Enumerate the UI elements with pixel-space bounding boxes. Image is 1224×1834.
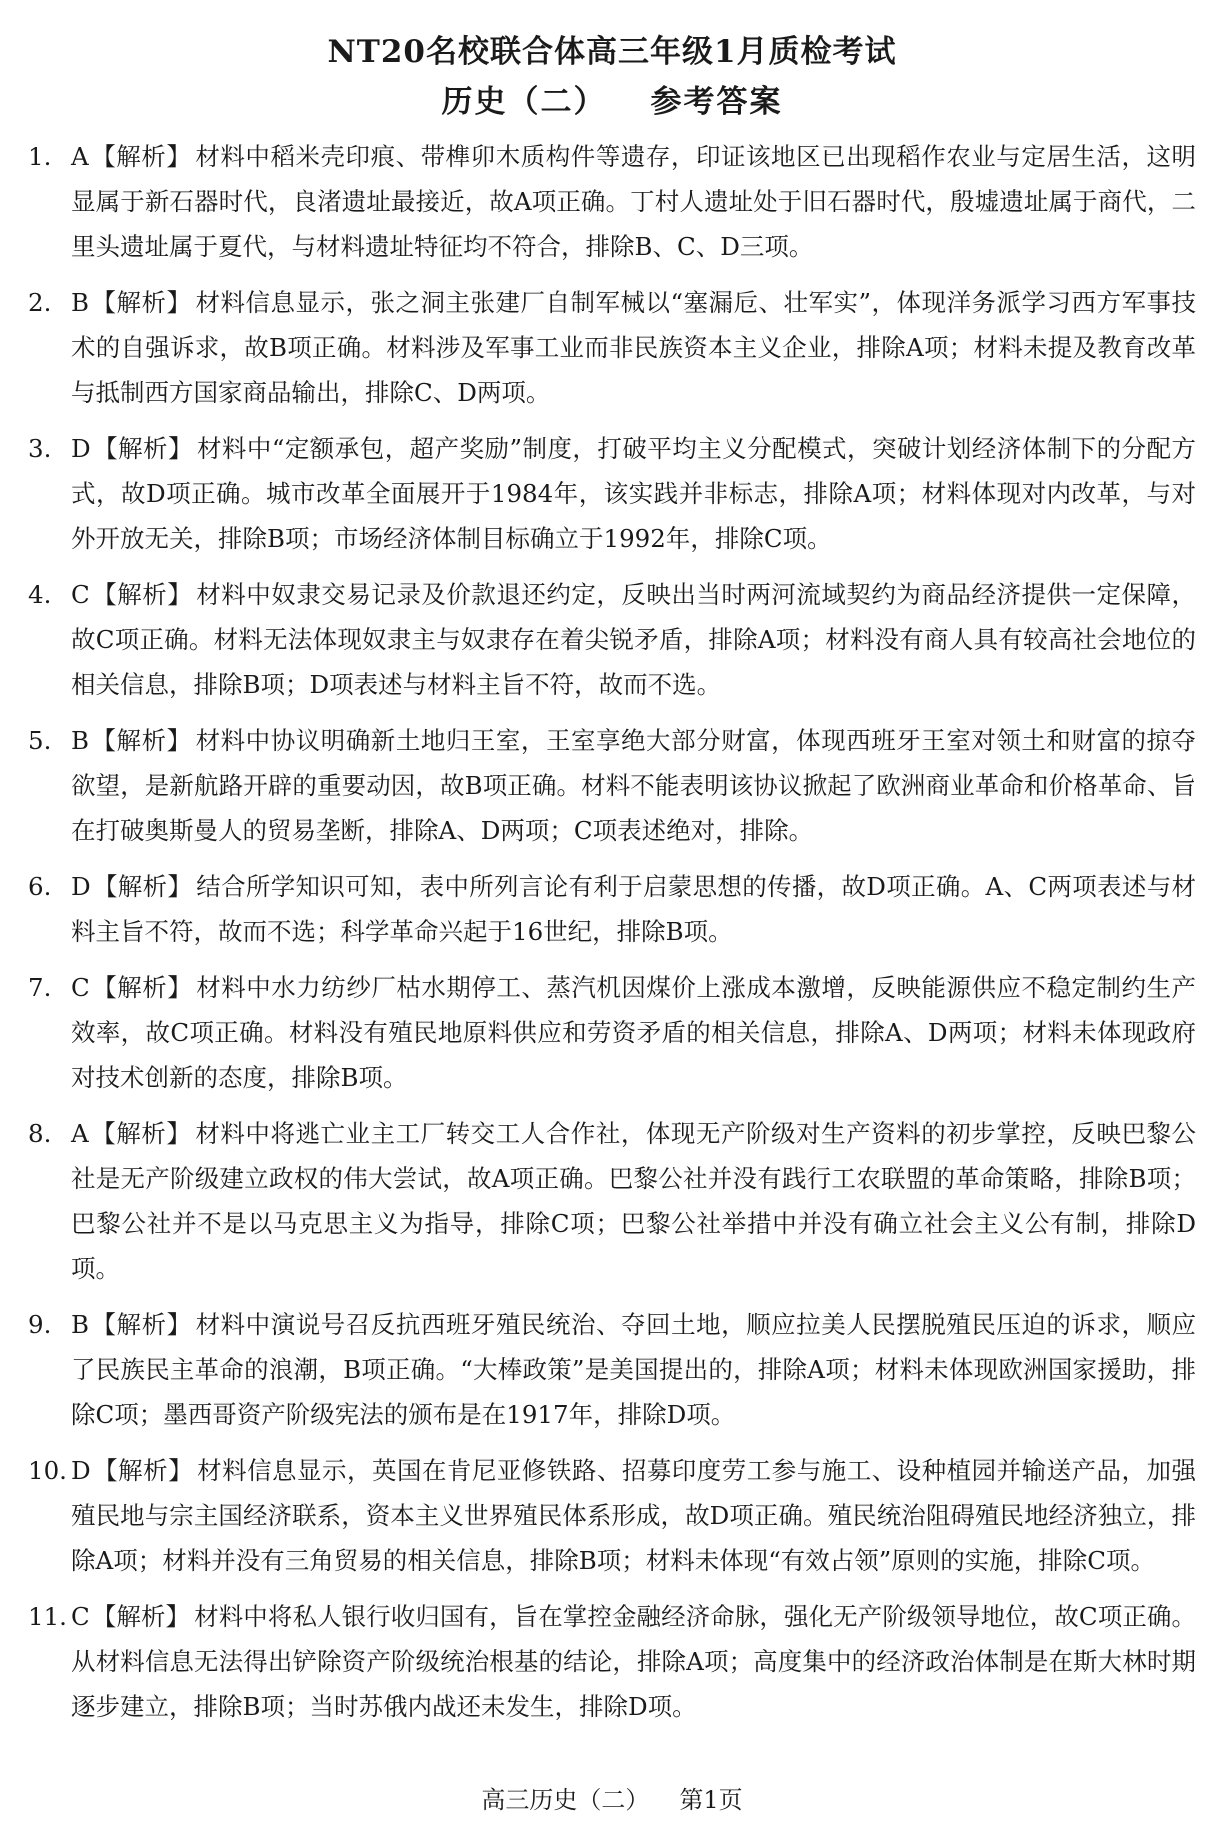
answer-item-9 [28, 1302, 1196, 1437]
item-tag: 【解析】 [91, 1602, 191, 1631]
item-answer: C [71, 1602, 90, 1631]
page-footer [0, 1780, 1224, 1815]
item-tag: 【解析】 [92, 1456, 194, 1485]
item-explanation: 材料中将逃亡业主工厂转交工人合作社，体现无产阶级对生产资料的初步掌控，反映巴黎公社是无产阶级建立政权的伟大尝试，故A项正确。巴黎公社并没有践行工农联盟的革命策略，排除B项；巴黎公社并不是以马克思主义为指导，排除C项；巴黎公社举措中并没有确立社会主义公有制，排除D项。 [71, 1119, 1197, 1283]
item-number: 9. [28, 1310, 52, 1339]
answer-key-label: 参考答案 [650, 84, 783, 120]
item-answer: B [71, 1310, 90, 1339]
item-tag: 【解析】 [91, 1310, 192, 1339]
item-number: 8. [28, 1119, 52, 1148]
answer-item-11 [28, 1594, 1196, 1729]
item-explanation: 材料信息显示，英国在肯尼亚修铁路、招募印度劳工参与施工、设种植园并输送产品，加强殖民地与宗主国经济联系，资本主义世界殖民体系形成，故D项正确。殖民统治阻碍殖民地经济独立，排除A项；材料并没有三角贸易的相关信息，排除B项；材料未体现“有效占领”原则的实施，排除C项。 [71, 1456, 1197, 1575]
answer-list [28, 134, 1196, 1740]
exam-title: NT20名校联合体高三年级1月质检考试 [327, 34, 897, 70]
answer-item-10 [28, 1448, 1196, 1583]
exam-subtitle [0, 76, 1224, 121]
item-explanation: 材料中水力纺纱厂枯水期停工、蒸汽机因煤价上涨成本激增，反映能源供应不稳定制约生产效率，故C项正确。材料没有殖民地原料供应和劳资矛盾的相关信息，排除A、D两项；材料未体现政府对技术创新的态度，排除B项。 [71, 973, 1196, 1092]
item-number: 4. [28, 580, 52, 609]
item-answer: A [71, 142, 89, 171]
answer-item-2 [28, 280, 1196, 415]
answer-item-8 [28, 1111, 1196, 1291]
item-answer: C [71, 580, 90, 609]
item-number: 11. [28, 1602, 67, 1631]
item-explanation: 材料中将私人银行收归国有，旨在掌控金融经济命脉，强化无产阶级领导地位，故C项正确。从材料信息无法得出铲除资产阶级统治根基的结论，排除A项；高度集中的经济政治体制是在斯大林时期逐步建立，排除B项；当时苏俄内战还未发生，排除D项。 [71, 1602, 1196, 1721]
item-number: 2. [28, 288, 52, 317]
item-tag: 【解析】 [92, 872, 193, 901]
item-explanation: 材料信息显示，张之洞主张建厂自制军械以“塞漏卮、壮军实”，体现洋务派学习西方军事技术的自强诉求，故B项正确。材料涉及军事工业而非民族资本主义企业，排除A项；材料未提及教育改革与抵制西方国家商品输出，排除C、D两项。 [71, 288, 1197, 407]
item-answer: B [71, 288, 90, 317]
footer-subject: 高三历史（二） [481, 1786, 650, 1814]
answer-item-5 [28, 718, 1196, 853]
answer-item-3 [28, 426, 1196, 561]
item-number: 3. [28, 434, 52, 463]
item-explanation: 材料中稻米壳印痕、带榫卯木质构件等遗存，印证该地区已出现稻作农业与定居生活，这明显属于新石器时代，良渚遗址最接近，故A项正确。丁村人遗址处于旧石器时代，殷墟遗址属于商代，二里头遗址属于夏代，与材料遗址特征均不符合，排除B、C、D三项。 [71, 142, 1197, 261]
subject-label: 历史（二） [441, 84, 607, 120]
item-explanation: 材料中协议明确新土地归王室，王室享绝大部分财富，体现西班牙王室对领土和财富的掠夺欲望，是新航路开辟的重要动因，故B项正确。材料不能表明该协议掀起了欧洲商业革命和价格革命、旨在打破奥斯曼人的贸易垄断，排除A、D两项；C项表述绝对，排除。 [71, 726, 1197, 845]
item-number: 7. [28, 973, 52, 1002]
item-tag: 【解析】 [91, 973, 193, 1002]
item-answer: A [71, 1119, 89, 1148]
item-explanation: 材料中演说号召反抗西班牙殖民统治、夺回土地，顺应拉美人民摆脱殖民压迫的诉求，顺应了民族民主革命的浪潮，B项正确。“大棒政策”是美国提出的，排除A项；材料未体现欧洲国家援助，排除C项；墨西哥资产阶级宪法的颁布是在1917年，排除D项。 [71, 1310, 1197, 1429]
answer-item-7 [28, 965, 1196, 1100]
item-answer: D [71, 872, 91, 901]
item-number: 6. [28, 872, 52, 901]
answer-item-4 [28, 572, 1196, 707]
item-answer: D [71, 434, 91, 463]
item-tag: 【解析】 [90, 1119, 192, 1148]
item-explanation: 材料中奴隶交易记录及价款退还约定，反映出当时两河流域契约为商品经济提供一定保障，故C项正确。材料无法体现奴隶主与奴隶存在着尖锐矛盾，排除A项；材料没有商人具有较高社会地位的相关信息，排除B项；D项表述与材料主旨不符，故而不选。 [71, 580, 1196, 699]
item-tag: 【解析】 [90, 142, 192, 171]
item-answer: C [71, 973, 90, 1002]
item-answer: D [71, 1456, 91, 1485]
page-number: 第1页 [679, 1786, 743, 1814]
answer-item-1 [28, 134, 1196, 269]
item-tag: 【解析】 [92, 434, 193, 463]
item-explanation: 结合所学知识可知，表中所列言论有利于启蒙思想的传播，故D项正确。A、C两项表述与材料主旨不符，故而不选；科学革命兴起于16世纪，排除B项。 [71, 872, 1197, 946]
item-number: 10. [28, 1456, 67, 1485]
item-number: 5. [28, 726, 52, 755]
item-tag: 【解析】 [91, 288, 192, 317]
answer-item-6 [28, 864, 1196, 954]
item-tag: 【解析】 [91, 580, 193, 609]
item-answer: B [71, 726, 90, 755]
item-tag: 【解析】 [91, 726, 192, 755]
item-explanation: 材料中“定额承包，超产奖励”制度，打破平均主义分配模式，突破计划经济体制下的分配方式，故D项正确。城市改革全面展开于1984年，该实践并非标志，排除A项；材料体现对内改革，与对外开放无关，排除B项；市场经济体制目标确立于1992年，排除C项。 [71, 434, 1197, 553]
item-number: 1. [28, 142, 52, 171]
